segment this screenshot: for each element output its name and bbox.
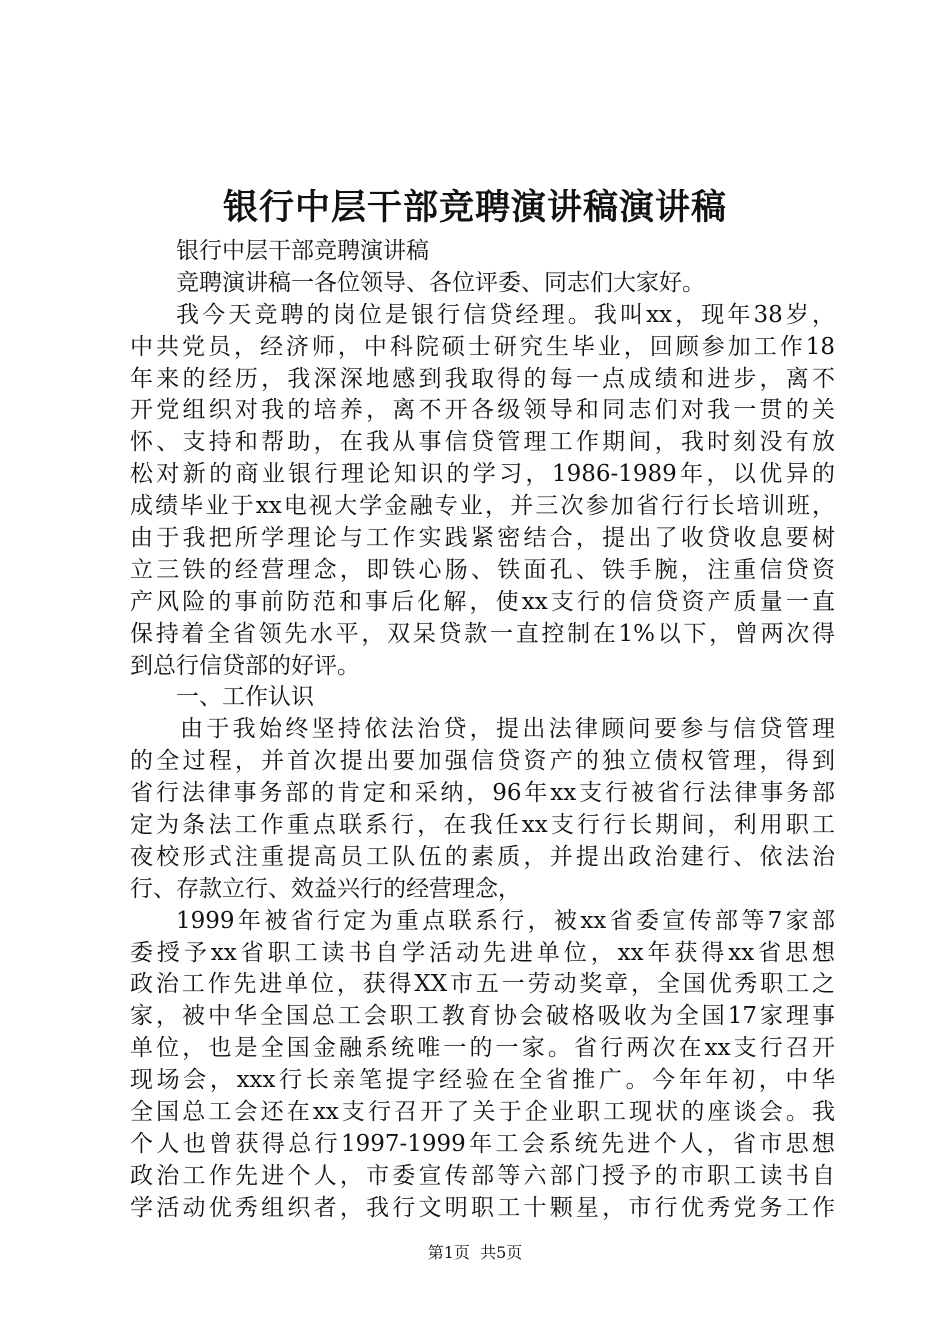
paragraph-line: 委授予xx省职工读书自学活动先进单位，xx年获得xx省思想 — [130, 939, 835, 966]
paragraph-line: 省行法律事务部的肯定和采纳，96年xx支行被省行法律事务部 — [130, 780, 835, 807]
paragraph-line: 单位，也是全国金融系统唯一的一家。省行两次在xx支行召开 — [130, 1035, 835, 1062]
paragraph-line: 松对新的商业银行理论知识的学习，1986-1989年，以优异的 — [130, 461, 835, 488]
paragraph-line: 政治工作先进个人，市委宣传部等六部门授予的市职工读书自 — [130, 1162, 835, 1189]
paragraph-line: 学活动优秀组织者，我行文明职工十颗星，市行优秀党务工作 — [130, 1194, 835, 1221]
paragraph-line: 立三铁的经营理念，即铁心肠、铁面孔、铁手腕，注重信贷资 — [130, 556, 835, 583]
document-body — [130, 236, 835, 1225]
paragraph-line: 行、存款立行、效益兴行的经营理念， — [130, 875, 521, 902]
paragraph-line: 定为条法工作重点联系行，在我任xx支行行长期间，利用职工 — [130, 812, 835, 839]
paragraph-line: 个人也曾获得总行1997-1999年工会系统先进个人，省市思想 — [130, 1130, 835, 1157]
paragraph-line: 怀、支持和帮助，在我从事信贷管理工作期间，我时刻没有放 — [130, 429, 835, 456]
document-title: 银行中层干部竞聘演讲稿演讲稿 — [222, 187, 727, 228]
paragraph-line: 由于我把所学理论与工作实践紧密结合，提出了收贷收息要树 — [130, 525, 835, 552]
paragraph-line: 的全过程，并首次提出要加强信贷资产的独立债权管理，得到 — [130, 748, 835, 775]
page-number-footer: 第1页 共5页 — [427, 1243, 523, 1262]
paragraph-line: 到总行信贷部的好评。 — [130, 652, 360, 679]
paragraph-line: 我今天竞聘的岗位是银行信贷经理。我叫xx，现年38岁， — [176, 301, 835, 328]
paragraph-line: 1999年被省行定为重点联系行，被xx省委宣传部等7家部 — [176, 907, 835, 934]
paragraph-line: 竞聘演讲稿一各位领导、各位评委、同志们大家好。 — [176, 269, 705, 296]
paragraph-line: 成绩毕业于xx电视大学金融专业，并三次参加省行行长培训班， — [130, 493, 835, 520]
paragraph-line: 中共党员，经济师，中科院硕士研究生毕业，回顾参加工作18 — [130, 333, 835, 360]
section-heading: 一、工作认识 — [176, 684, 314, 711]
paragraph-line: 全国总工会还在xx支行召开了关于企业职工现状的座谈会。我 — [130, 1099, 835, 1126]
paragraph-line: 夜校形式注重提高员工队伍的素质，并提出政治建行、依法治 — [130, 843, 835, 870]
paragraph-line: 家，被中华全国总工会职工教育协会破格吸收为全国17家理事 — [130, 1003, 835, 1030]
paragraph-line: 由于我始终坚持依法治贷，提出法律顾问要参与信贷管理 — [180, 716, 835, 743]
paragraph-line: 政治工作先进单位，获得XX市五一劳动奖章，全国优秀职工之 — [130, 971, 835, 998]
paragraph-line: 银行中层干部竞聘演讲稿 — [176, 238, 429, 264]
paragraph-line: 产风险的事前防范和事后化解，使xx支行的信贷资产质量一直 — [130, 588, 835, 615]
paragraph-line: 现场会，xxx行长亲笔提字经验在全省推广。今年年初，中华 — [130, 1067, 835, 1094]
paragraph-line: 开党组织对我的培养，离不开各级领导和同志们对我一贯的关 — [130, 397, 835, 424]
paragraph-line: 保持着全省领先水平，双呆贷款一直控制在1%以下，曾两次得 — [130, 620, 835, 647]
paragraph-line: 年来的经历，我深深地感到我取得的每一点成绩和进步，离不 — [130, 365, 835, 392]
